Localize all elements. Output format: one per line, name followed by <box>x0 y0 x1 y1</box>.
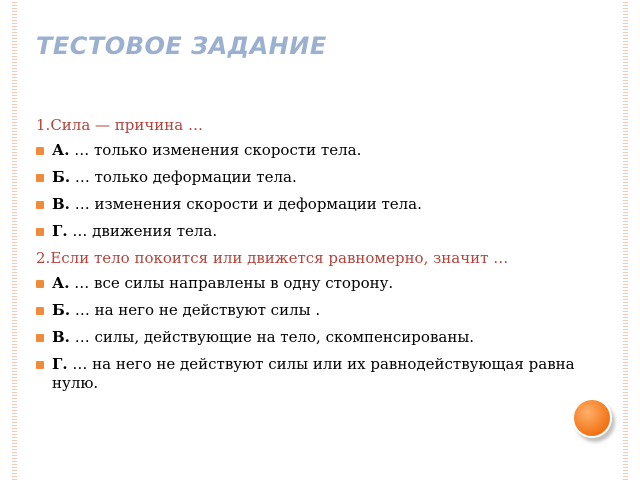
option-letter: Г. <box>52 355 68 373</box>
bullet-square-icon <box>36 334 44 342</box>
answer-option <box>36 328 576 347</box>
question-text: Сила — причина … <box>50 116 204 134</box>
option-text: … изменения скорости и деформации тела. <box>74 195 422 213</box>
option-text: … движения тела. <box>72 222 218 240</box>
slide-content <box>36 116 576 401</box>
option-letter: А. <box>52 141 70 159</box>
option-letter: Б. <box>52 301 71 319</box>
bullet-square-icon <box>36 361 44 369</box>
bullet-square-icon <box>36 201 44 209</box>
bullet-square-icon <box>36 174 44 182</box>
option-letter: В. <box>52 195 70 213</box>
bullet-square-icon <box>36 280 44 288</box>
question-number: 2. <box>36 249 51 267</box>
answer-option <box>36 168 576 187</box>
bullet-square-icon <box>36 307 44 315</box>
question-text: Если тело покоится или движется равномерно, значит … <box>50 249 509 267</box>
answer-option <box>36 274 576 293</box>
slide-title: ТЕСТОВОЕ ЗАДАНИЕ <box>36 32 327 60</box>
answer-option <box>36 222 576 241</box>
left-decorative-stripe <box>12 0 17 480</box>
question-2 <box>36 249 576 268</box>
option-text: … только изменения скорости тела. <box>74 141 362 159</box>
orange-circle-decoration-icon <box>572 398 612 438</box>
question-1 <box>36 116 576 135</box>
option-letter: В. <box>52 328 70 346</box>
option-text: … силы, действующие на тело, скомпенсированы. <box>74 328 475 346</box>
answer-option <box>36 355 576 393</box>
answer-option <box>36 195 576 214</box>
option-letter: Б. <box>52 168 71 186</box>
option-letter: А. <box>52 274 70 292</box>
bullet-square-icon <box>36 228 44 236</box>
option-text: … только деформации тела. <box>74 168 297 186</box>
option-text: … на него не действуют силы или их равнодействующая равна нулю. <box>52 355 575 392</box>
answer-option <box>36 301 576 320</box>
option-text: … все силы направлены в одну сторону. <box>74 274 394 292</box>
right-decorative-stripe <box>623 0 628 480</box>
answer-option <box>36 141 576 160</box>
bullet-square-icon <box>36 147 44 155</box>
option-letter: Г. <box>52 222 68 240</box>
question-number: 1. <box>36 116 51 134</box>
option-text: … на него не действуют силы . <box>74 301 321 319</box>
